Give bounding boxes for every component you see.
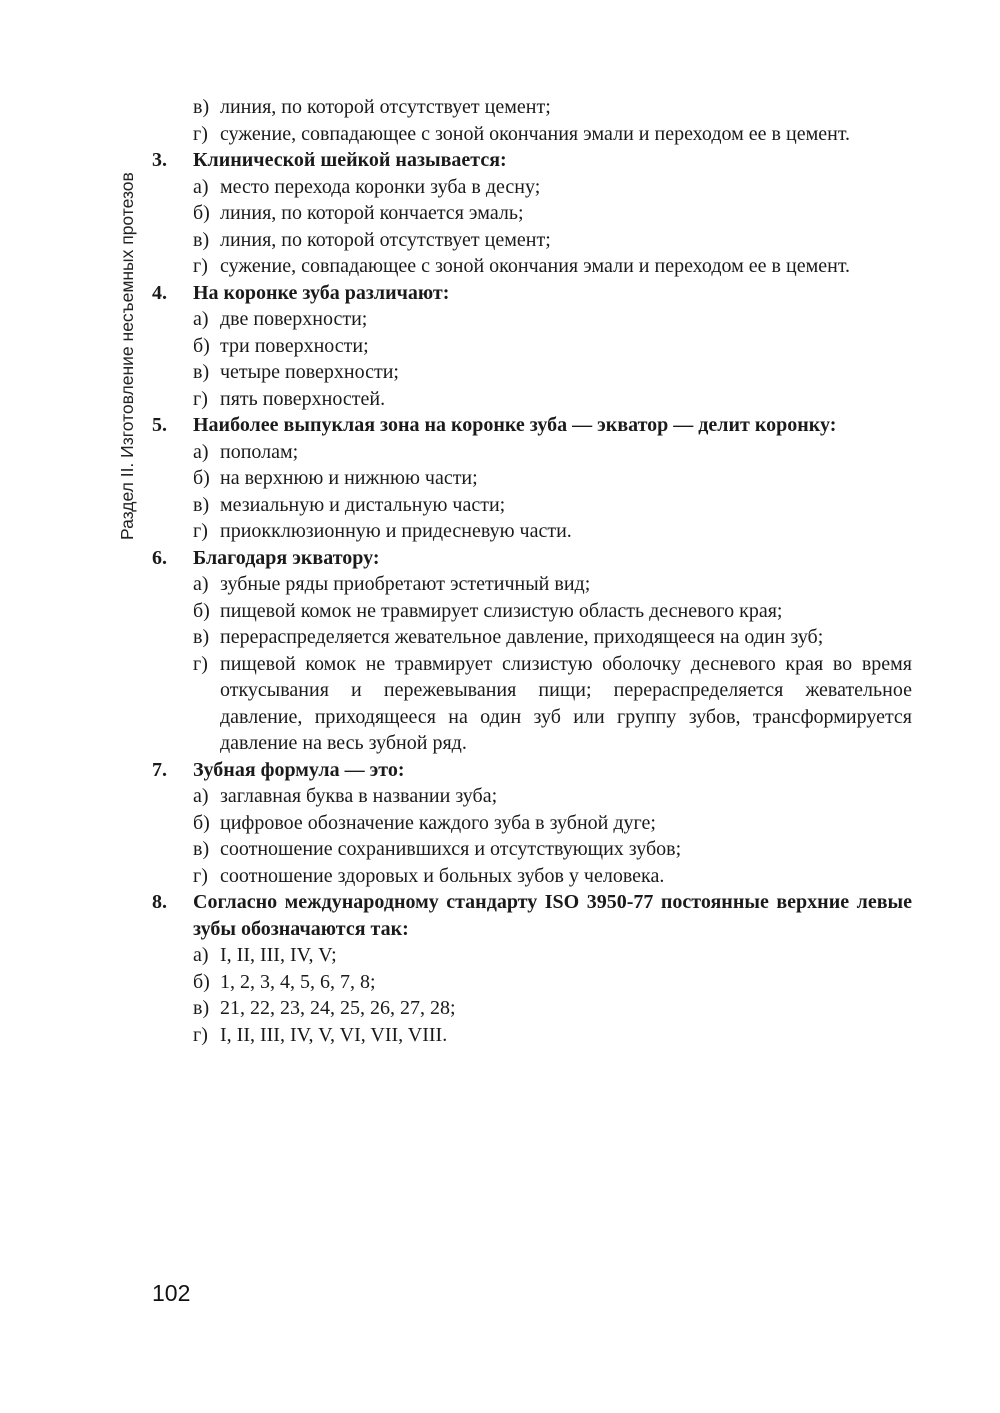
option-text: пополам; [220, 440, 299, 463]
option-text: I, II, III, IV, V; [220, 944, 337, 966]
question-text: Благодаря экватору: [193, 546, 380, 569]
option-text: пищевой комок не травмирует слизистую оболочку десневого края во время откусывания и пережевывания пищи; перераспределяется жевательное давление, приходящееся на один зуб или группу зубов, трансформируется давление на весь зубной ряд. [220, 652, 912, 754]
option-text: линия, по которой кончается эмаль; [220, 202, 524, 224]
option-letter: в) [193, 228, 210, 251]
question-title [152, 545, 912, 572]
option [152, 598, 912, 625]
question-3 [152, 147, 912, 280]
option-text: две поверхности; [220, 308, 368, 330]
question-4 [152, 280, 912, 413]
option-text: место перехода коронки зуба в десну; [220, 175, 541, 198]
option [152, 200, 912, 227]
option-text: сужение, совпадающее с зоной окончания эмали и переходом ее в цемент. [220, 255, 851, 277]
question-text: Клинической шейкой называется: [193, 149, 507, 171]
option-text: сужение, совпадающее с зоной окончания эмали и переходом ее в цемент. [220, 122, 851, 145]
option [152, 306, 912, 333]
option-letter: г) [193, 864, 208, 887]
option-text: 1, 2, 3, 4, 5, 6, 7, 8; [220, 970, 376, 993]
option [152, 783, 912, 810]
option [152, 492, 912, 519]
option [152, 518, 912, 545]
option [152, 227, 912, 254]
option-letter: а) [193, 573, 209, 595]
option-letter: а) [193, 785, 209, 807]
option [152, 810, 912, 837]
option [152, 995, 912, 1022]
option [152, 121, 912, 148]
question-title [152, 412, 912, 439]
question-continued [152, 94, 912, 147]
option-letter: б) [193, 467, 210, 489]
option [152, 571, 912, 598]
option [152, 465, 912, 492]
option-letter: г) [193, 122, 208, 145]
option [152, 863, 912, 890]
option-letter: б) [193, 599, 210, 622]
option-letter: б) [193, 202, 210, 224]
option-text: линия, по которой отсутствует цемент; [220, 96, 551, 118]
option [152, 942, 912, 969]
option-letter: в) [193, 361, 210, 383]
question-number: 4. [152, 281, 167, 304]
option-letter: в) [193, 838, 210, 860]
question-number: 6. [152, 546, 167, 569]
option-letter: в) [193, 96, 210, 118]
option-text: зубные ряды приобретают эстетичный вид; [220, 573, 591, 595]
option [152, 94, 912, 121]
option-text: 21, 22, 23, 24, 25, 26, 27, 28; [220, 997, 456, 1019]
option-letter: б) [193, 811, 210, 834]
option-text: соотношение здоровых и больных зубов у человека. [220, 864, 665, 887]
option-letter: г) [193, 255, 208, 277]
question-6 [152, 545, 912, 757]
question-title [152, 280, 912, 307]
question-number: 8. [152, 891, 167, 913]
option [152, 969, 912, 996]
question-text: На коронке зуба различают: [193, 281, 450, 304]
option-text: пять поверхностей. [220, 387, 386, 410]
question-text: Зубная формула — это: [193, 758, 405, 781]
question-number: 7. [152, 758, 167, 781]
option-text: мезиальную и дистальную части; [220, 493, 506, 516]
option-text: пищевой комок не травмирует слизистую область десневого края; [220, 599, 783, 622]
question-number: 5. [152, 414, 167, 436]
question-text: Согласно международному стандарту ISO 3950-77 постоянные верхние левые зубы обозначаются так: [193, 891, 912, 940]
option [152, 253, 912, 280]
question-number: 3. [152, 149, 167, 171]
option-text: приокклюзионную и придесневую части. [220, 520, 572, 542]
page-number: 102 [152, 1280, 191, 1306]
option [152, 333, 912, 360]
option-letter: а) [193, 175, 209, 198]
option-letter: в) [193, 997, 210, 1019]
option [152, 439, 912, 466]
question-5 [152, 412, 912, 545]
option-letter: а) [193, 944, 209, 966]
option-text: три поверхности; [220, 334, 369, 357]
question-title [152, 757, 912, 784]
option-letter: б) [193, 970, 210, 993]
option-text: соотношение сохранившихся и отсутствующих зубов; [220, 838, 682, 860]
option-text: на верхнюю и нижнюю части; [220, 467, 478, 489]
option [152, 836, 912, 863]
option-letter: в) [193, 626, 210, 648]
option-letter: г) [193, 387, 208, 410]
option-text: линия, по которой отсутствует цемент; [220, 228, 551, 251]
option-text: I, II, III, IV, V, VI, VII, VIII. [220, 1023, 448, 1046]
option-letter: в) [193, 493, 210, 516]
option [152, 624, 912, 651]
option-letter: г) [193, 520, 208, 542]
option-text: перераспределяется жевательное давление, приходящееся на один зуб; [220, 626, 824, 648]
option-letter: г) [193, 652, 208, 675]
option-letter: а) [193, 440, 209, 463]
option-text: заглавная буква в названии зуба; [220, 785, 498, 807]
option [152, 651, 912, 757]
question-text: Наиболее выпуклая зона на коронке зуба — экватор — делит коронку: [193, 414, 837, 436]
question-title [152, 147, 912, 174]
option [152, 359, 912, 386]
question-title [152, 889, 912, 942]
option-text: четыре поверхности; [220, 361, 399, 383]
option-letter: а) [193, 308, 209, 330]
option [152, 1022, 912, 1049]
option [152, 386, 912, 413]
option-letter: г) [193, 1023, 208, 1046]
question-7 [152, 757, 912, 890]
question-list [152, 94, 912, 1048]
option [152, 174, 912, 201]
running-header: Раздел II. Изготовление несъемных протезов [117, 172, 137, 540]
option-text: цифровое обозначение каждого зуба в зубной дуге; [220, 811, 656, 834]
option-letter: б) [193, 334, 210, 357]
question-8 [152, 889, 912, 1048]
